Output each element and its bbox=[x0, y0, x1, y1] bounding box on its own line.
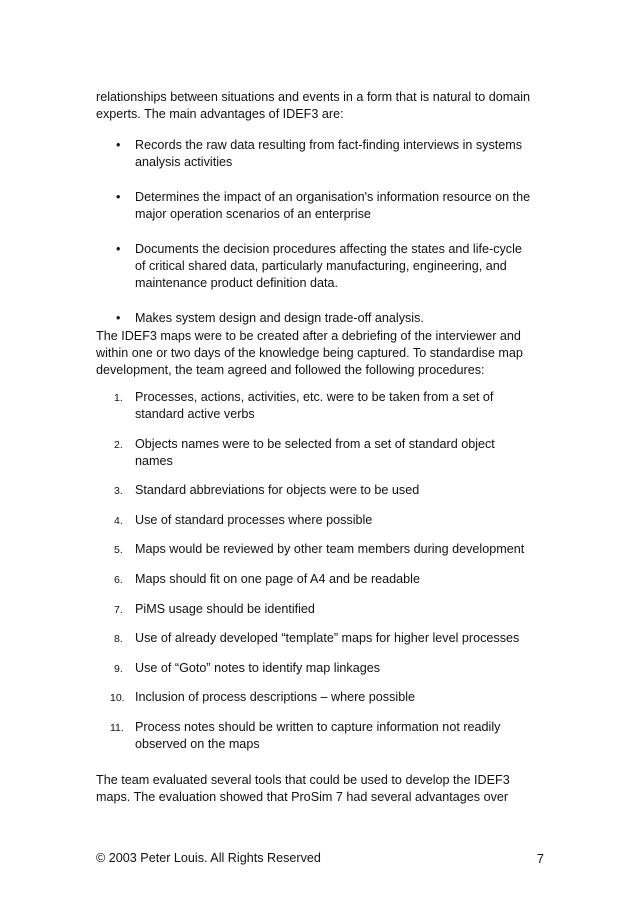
list-item-line: Use of “Goto” notes to identify map linkages bbox=[135, 660, 381, 675]
list-item bbox=[96, 660, 556, 677]
list-item bbox=[96, 541, 556, 558]
list-item-line: Process notes should be written to capture information not readily bbox=[135, 719, 501, 734]
copyright-notice: © 2003 Peter Louis. All Rights Reserved bbox=[96, 851, 321, 865]
list-item-line: analysis activities bbox=[135, 155, 233, 169]
tools-paragraph bbox=[96, 772, 556, 806]
list-item bbox=[96, 512, 556, 529]
list-item bbox=[96, 601, 556, 618]
list-item-line: Objects names were to be selected from a set of standard object bbox=[135, 436, 495, 451]
list-item-line: names bbox=[135, 453, 173, 468]
page-footer bbox=[96, 850, 544, 867]
intro-paragraph bbox=[96, 89, 556, 123]
list-item-line: Determines the impact of an organisation's information resource on the bbox=[135, 190, 531, 204]
maps-paragraph bbox=[96, 328, 556, 379]
list-item-line: Use of already developed “template” maps for higher level processes bbox=[135, 631, 520, 646]
item-number: 7. bbox=[114, 603, 123, 616]
bullet-marker: • bbox=[116, 190, 121, 204]
paragraph-line: maps. The evaluation showed that ProSim 7 had several advantages over bbox=[96, 790, 509, 804]
list-item bbox=[96, 137, 556, 171]
paragraph-line: The team evaluated several tools that could be used to develop the IDEF3 bbox=[96, 773, 510, 787]
list-item-line: Maps would be reviewed by other team members during development bbox=[135, 542, 525, 557]
list-item bbox=[96, 571, 556, 588]
intro-line: experts. The main advantages of IDEF3 are: bbox=[96, 107, 344, 121]
page-number: 7 bbox=[536, 851, 544, 866]
item-number: 4. bbox=[114, 514, 123, 527]
list-item-line: major operation scenarios of an enterprise bbox=[135, 207, 371, 221]
list-item bbox=[96, 310, 556, 327]
list-item-line: Maps should fit on one page of A4 and be readable bbox=[135, 571, 420, 586]
list-item bbox=[96, 630, 556, 647]
item-number: 11. bbox=[110, 721, 124, 734]
list-item bbox=[96, 482, 556, 499]
item-number: 6. bbox=[114, 573, 123, 586]
list-item bbox=[96, 189, 556, 223]
item-number: 8. bbox=[114, 633, 123, 646]
item-number: 3. bbox=[114, 485, 123, 498]
list-item-line: PiMS usage should be identified bbox=[135, 601, 315, 616]
list-item-line: standard active verbs bbox=[135, 407, 255, 421]
list-item-line: Inclusion of process descriptions – where possible bbox=[135, 690, 416, 705]
item-number: 10. bbox=[110, 692, 125, 705]
item-number: 1. bbox=[114, 392, 123, 404]
item-number: 5. bbox=[114, 544, 123, 557]
list-item bbox=[96, 689, 556, 706]
list-item-line: observed on the maps bbox=[135, 736, 260, 751]
list-item-line: Makes system design and design trade-off analysis. bbox=[135, 311, 424, 325]
list-item bbox=[96, 719, 556, 753]
bullet-marker: • bbox=[116, 242, 121, 256]
bullet-marker: • bbox=[116, 311, 121, 325]
list-item-line: Standard abbreviations for objects were to be used bbox=[135, 483, 420, 498]
paragraph-line: within one or two days of the knowledge being captured. To standardise map bbox=[96, 346, 523, 360]
bullet-marker: • bbox=[116, 138, 121, 152]
list-item bbox=[96, 389, 556, 423]
list-item bbox=[96, 241, 556, 292]
intro-line: relationships between situations and events in a form that is natural to domain bbox=[96, 90, 531, 104]
list-item-line: Use of standard processes where possible bbox=[135, 512, 373, 527]
advantages-list bbox=[96, 137, 556, 345]
list-item-line: Documents the decision procedures affecting the states and life-cycle bbox=[135, 242, 522, 256]
item-number: 2. bbox=[114, 438, 123, 451]
list-item-line: of critical shared data, particularly manufacturing, engineering, and bbox=[135, 259, 507, 273]
paragraph-line: development, the team agreed and followed the following procedures: bbox=[96, 363, 485, 377]
list-item-line: Records the raw data resulting from fact-finding interviews in systems bbox=[135, 138, 523, 152]
list-item-line: maintenance product definition data. bbox=[135, 276, 339, 290]
procedures-list bbox=[96, 389, 556, 766]
item-number: 9. bbox=[114, 662, 123, 675]
list-item bbox=[96, 436, 556, 470]
list-item-line: Processes, actions, activities, etc. were to be taken from a set of bbox=[135, 390, 494, 404]
paragraph-line: The IDEF3 maps were to be created after a debriefing of the interviewer and bbox=[96, 329, 521, 343]
